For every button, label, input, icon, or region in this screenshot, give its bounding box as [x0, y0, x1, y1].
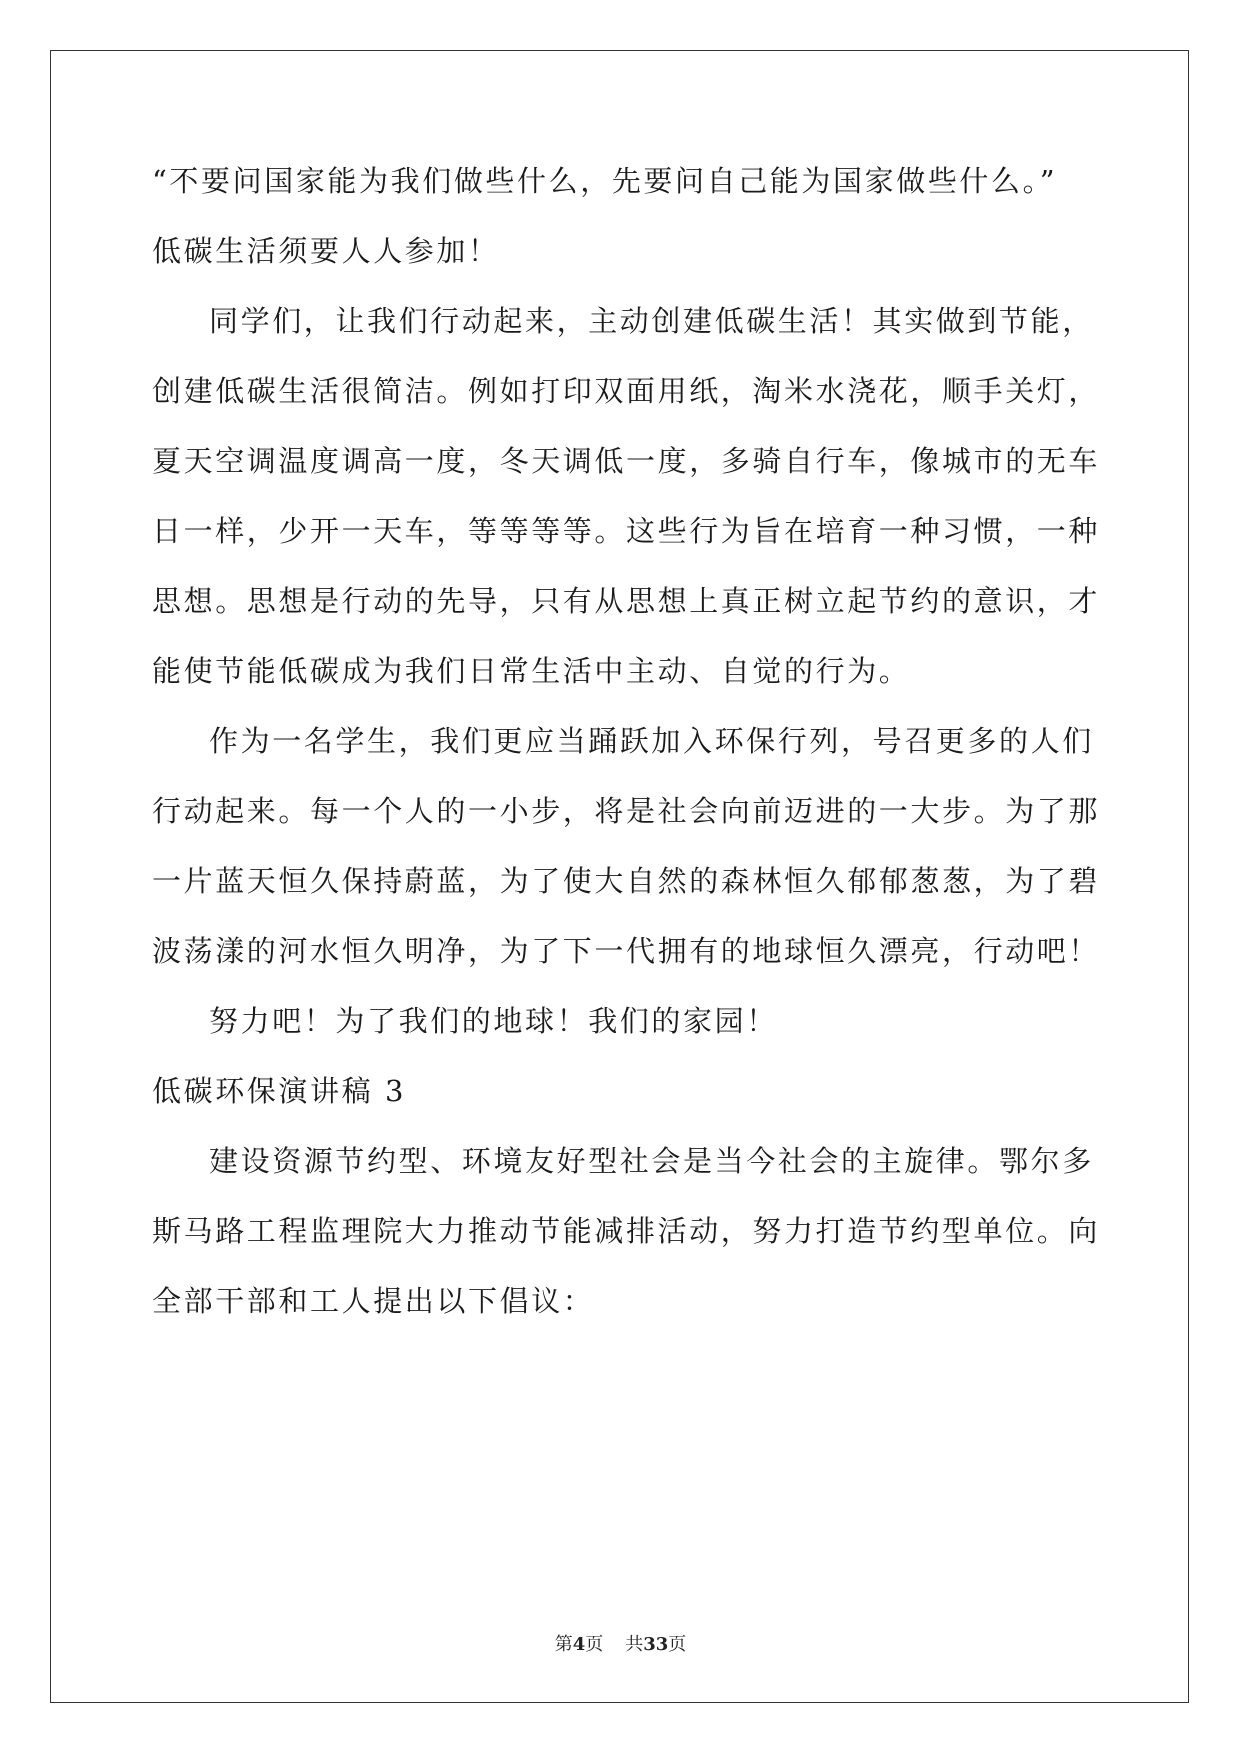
text-line: 斯马路工程监理院大力推动节能减排活动，努力打造节约型单位。向	[152, 1214, 1101, 1248]
total-pages: 33	[643, 1634, 669, 1655]
paragraph-start: 同学们，让我们行动起来，主动创建低碳生活！其实做到节能，	[209, 304, 1094, 338]
text-line: 行动起来。每一个人的一小步，将是社会向前迈进的一大步。为了那	[152, 794, 1101, 828]
text-line: 日一样，少开一天车，等等等等。这些行为旨在培育一种习惯，一种	[152, 514, 1101, 548]
page-suffix: 页	[585, 1634, 604, 1655]
document-body	[152, 162, 1101, 1320]
text-line: 低碳生活须要人人参加！	[152, 234, 500, 268]
text-line: 能使节能低碳成为我们日常生活中主动、自觉的行为。	[152, 654, 911, 688]
total-prefix: 共	[625, 1634, 644, 1655]
text-line: “不要问国家能为我们做些什么，先要问自己能为国家做些什么。”	[152, 164, 1058, 198]
page-footer	[0, 1634, 1241, 1656]
text-line: 一片蓝天恒久保持蔚蓝，为了使大自然的森林恒久郁郁葱葱，为了碧	[152, 864, 1101, 898]
text-line: 创建低碳生活很简洁。例如打印双面用纸，淘米水浇花，顺手关灯，	[152, 374, 1101, 408]
paragraph-start: 建设资源节约型、环境友好型社会是当今社会的主旋律。鄂尔多	[209, 1144, 1094, 1178]
paragraph-start: 作为一名学生，我们更应当踊跃加入环保行列，号召更多的人们	[209, 724, 1094, 758]
text-line: 思想。思想是行动的先导，只有从思想上真正树立起节约的意识，才	[152, 584, 1101, 618]
section-heading: 低碳环保演讲稿 3	[152, 1074, 407, 1108]
text-line: 波荡漾的河水恒久明净，为了下一代拥有的地球恒久漂亮，行动吧！	[152, 934, 1101, 968]
paragraph-start: 努力吧！为了我们的地球！我们的家园！	[209, 1004, 778, 1038]
page-number: 4	[572, 1634, 586, 1655]
page-prefix: 第	[554, 1634, 573, 1655]
text-line: 全部干部和工人提出以下倡议：	[152, 1284, 595, 1318]
text-line: 夏天空调温度调高一度，冬天调低一度，多骑自行车，像城市的无车	[152, 444, 1101, 478]
total-suffix: 页	[668, 1634, 687, 1655]
